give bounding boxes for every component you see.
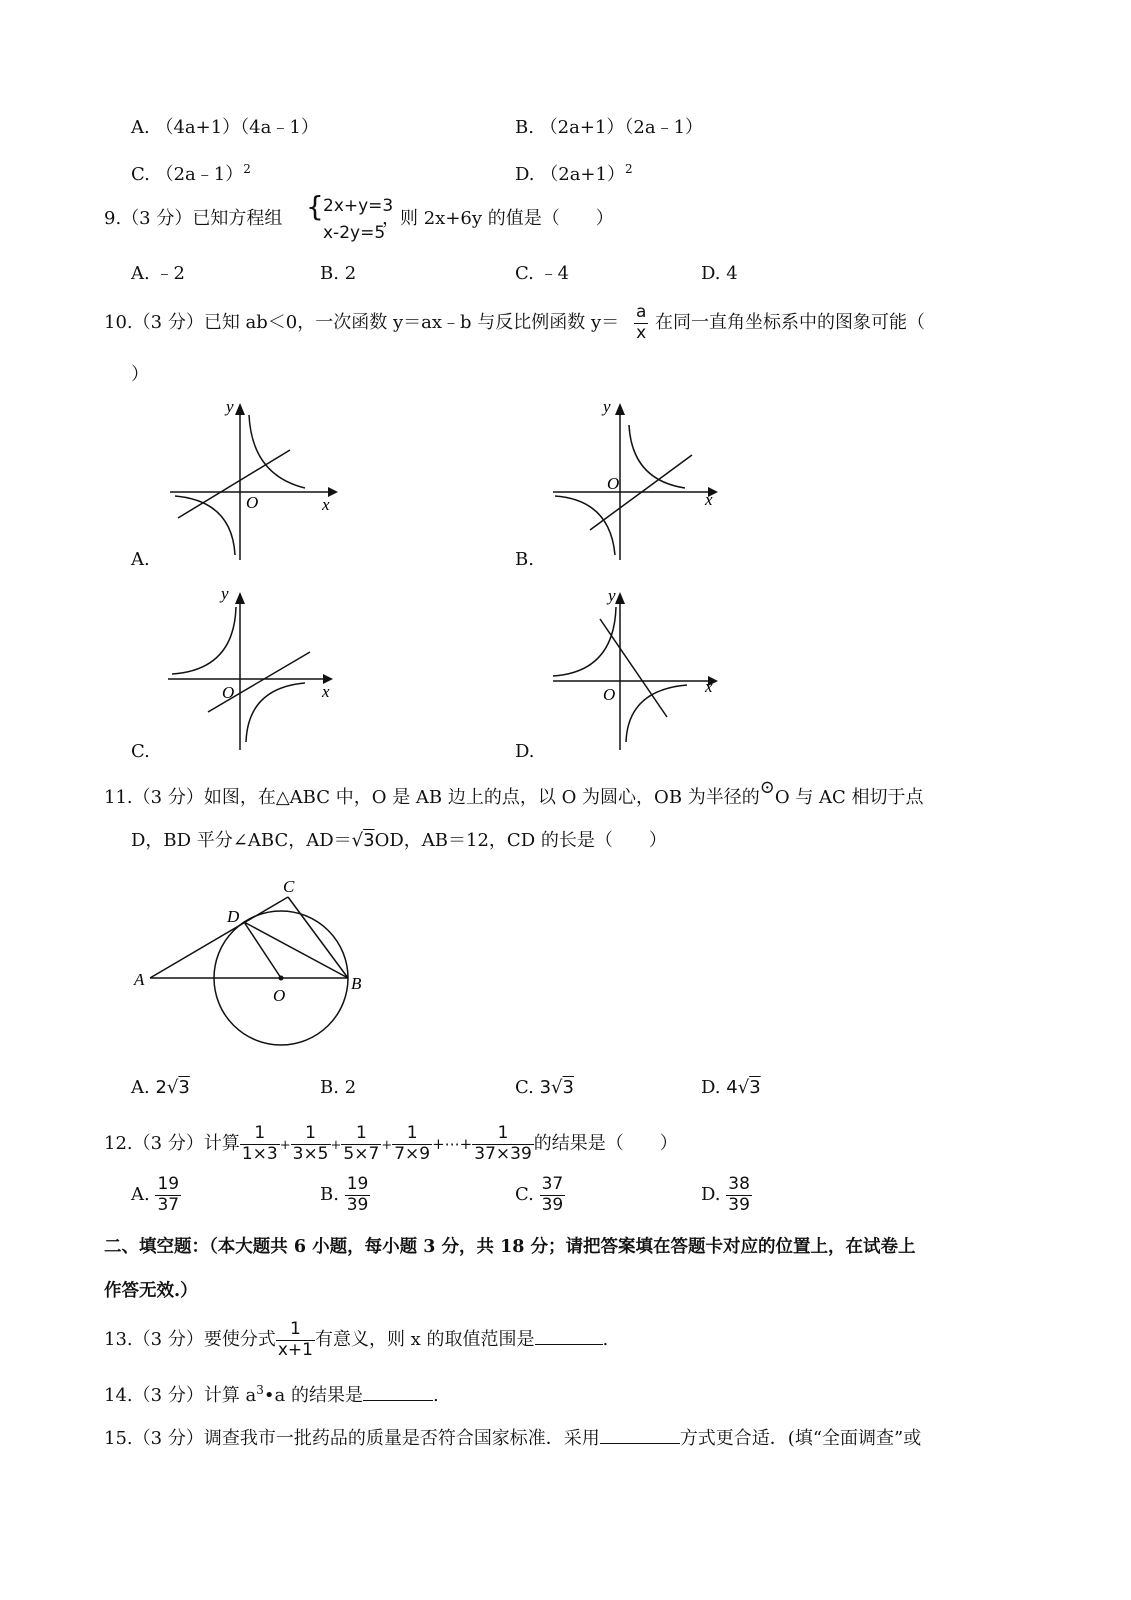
q12-frac-3: $\frac{1}{5\times 7}$	[343, 1122, 380, 1164]
label-b: B	[351, 974, 362, 993]
origin-label: O	[222, 683, 235, 702]
segment-do	[244, 922, 281, 978]
q11-option-a: A. 2√3	[131, 1077, 190, 1098]
hyperbola-branch-1	[172, 607, 236, 674]
section2-heading-line2: 作答无效.）	[104, 1281, 198, 1301]
origin-label: O	[603, 685, 616, 704]
q13-answer-blank[interactable]	[535, 1326, 603, 1345]
segment-db	[244, 922, 348, 978]
graph-c	[160, 582, 345, 754]
y-label: y	[221, 584, 229, 603]
hyperbola-branch-1	[249, 415, 305, 488]
q9-brace: {	[306, 190, 324, 223]
q12-frac-1: $\frac{1}{1\times 3}$	[241, 1122, 278, 1164]
q13-stem: 13.（3 分）要使分式 $\frac{1}{x+1}$ 有意义，则 x 的取值范围是 .	[104, 1318, 609, 1360]
q14-answer-blank[interactable]	[363, 1382, 433, 1401]
hyperbola-branch-1	[553, 607, 616, 676]
x-label: x	[322, 495, 330, 514]
linear-line	[178, 450, 290, 518]
y-label: y	[603, 397, 611, 416]
hyperbola-branch-2	[246, 683, 305, 742]
q12-frac-4: $\frac{1}{7\times 9}$	[394, 1122, 431, 1164]
hyperbola-branch-1	[629, 425, 685, 488]
y-arrow-icon	[615, 403, 625, 415]
q8-option-c: C. （2a﹣1）$^2$	[131, 162, 251, 185]
q9-suffix: ，则 2x+6y 的值是（ ）	[382, 208, 614, 229]
q10-stem: 10.（3 分）已知 ab＜0，一次函数 y＝ax﹣b 与反比例函数 y＝	[104, 312, 620, 333]
q9-eq1: 2x+y=3	[323, 196, 394, 216]
label-o: O	[273, 986, 286, 1005]
origin-label: O	[246, 493, 259, 512]
hyperbola-branch-2	[626, 685, 687, 742]
graph-d-label: D.	[515, 741, 535, 762]
q9-option-b: B. 2	[320, 263, 357, 284]
q9-option-d: D. 4	[701, 263, 738, 284]
sqrt-icon: √3	[351, 830, 375, 851]
segment-ac	[150, 897, 288, 978]
origin-label: O	[607, 474, 620, 493]
graph-b	[545, 395, 730, 565]
q11-line1: 11.（3 分）如图，在△ABC 中，O 是 AB 边上的点，以 O 为圆心，OB 为半径的⊙O 与 AC 相切于点	[104, 777, 924, 808]
graph-a	[160, 395, 345, 565]
q8-option-b: B. （2a+1）（2a﹣1）	[515, 117, 704, 138]
q9-stem: 9.（3 分）已知方程组	[104, 208, 283, 229]
y-arrow-icon	[235, 592, 245, 604]
graph-c-label: C.	[131, 741, 150, 762]
y-arrow-icon	[235, 403, 245, 415]
q11-figure	[130, 870, 370, 1070]
q10-close: ）	[131, 364, 149, 385]
q12-option-c: C. $\frac{37}{39}$	[515, 1173, 564, 1215]
q8-option-d: D. $(2a+1)^2$	[515, 162, 633, 185]
q11-line2: D，BD 平分∠ABC，AD＝√3OD，AB＝12，CD 的长是（ ）	[131, 830, 667, 851]
q11-option-d: D. 4√3	[701, 1077, 761, 1098]
q12-stem: 12.（3 分）计算 $\frac{1}{1\times 3}$ + $\frac{1}{3\times 5}$ + $\frac{1}{5\times 7}$ + $\frac{1}{7\times 9}$ +⋯+ $\frac{1}{37\times 39}$ 的结果是（ ）	[104, 1122, 678, 1164]
hyperbola-branch-2	[555, 496, 615, 555]
q9-option-a: A. ﹣2	[131, 263, 185, 284]
q12-option-a: A. $\frac{19}{37}$	[131, 1173, 180, 1215]
x-label: x	[322, 682, 330, 701]
q8-option-a: A. （4a+1）（4a﹣1）	[131, 117, 319, 138]
q9-eq2: x-2y=5	[323, 223, 386, 243]
q12-frac-2: $\frac{1}{3\times 5}$	[292, 1122, 329, 1164]
q13-fraction: $\frac{1}{x+1}$	[277, 1318, 313, 1360]
label-c: C	[283, 877, 295, 896]
q10-fraction: $\frac{a}{x}$	[636, 302, 647, 343]
q12-option-d: D. $\frac{38}{39}$	[701, 1173, 750, 1215]
q12-frac-5: $\frac{1}{37\times 39}$	[474, 1122, 532, 1164]
y-arrow-icon	[615, 592, 625, 604]
q10-suffix: 在同一直角坐标系中的图象可能（	[655, 312, 925, 333]
center-dot	[279, 976, 284, 981]
q9-option-c: C. ﹣4	[515, 263, 570, 284]
graph-a-label: A.	[131, 549, 150, 570]
hyperbola-branch-2	[175, 496, 235, 555]
y-label: y	[226, 397, 234, 416]
label-a: A	[134, 970, 145, 989]
y-label: y	[608, 586, 616, 605]
section2-heading-line1: 二、填空题：（本大题共 6 小题，每小题 3 分，共 18 分；请把答案填在答题卡对应的位置上，在试卷上	[104, 1237, 916, 1257]
graph-d	[545, 582, 730, 754]
q12-option-b: B. $\frac{19}{39}$	[320, 1173, 369, 1215]
q14-stem: 14.（3 分）计算 $a^3•a$ 的结果是 .	[104, 1383, 439, 1406]
q11-option-c: C. 3√3	[515, 1077, 574, 1098]
graph-b-label: B.	[515, 549, 534, 570]
x-label: x	[705, 677, 713, 696]
segment-cb	[288, 897, 348, 978]
x-label: x	[705, 490, 713, 509]
q15-answer-blank[interactable]	[600, 1425, 680, 1444]
q15-stem: 15.（3 分）调查我市一批药品的质量是否符合国家标准．采用 方式更合适．(填“全面调查”或	[104, 1425, 921, 1450]
q11-option-b: B. 2	[320, 1077, 357, 1098]
label-d: D	[227, 907, 240, 926]
